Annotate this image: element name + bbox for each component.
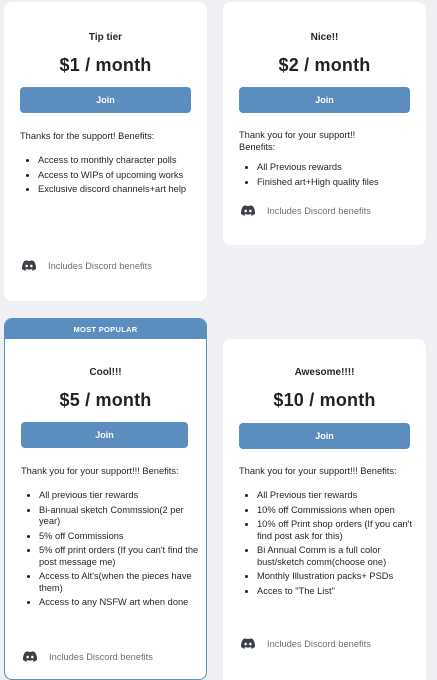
join-button[interactable]: Join xyxy=(239,87,410,113)
tier-price: $5 / month xyxy=(59,390,152,410)
benefit-item: • Access to Alt's(when the pieces have them) xyxy=(39,571,204,594)
tier-description: Thanks for the support! Benefits: xyxy=(20,131,155,141)
benefit-item: • 10% off Print shop orders (If you can't find post ask for this) xyxy=(257,519,425,542)
discord-benefits-label: Includes Discord benefits xyxy=(49,651,153,662)
tier-name: Awesome!!!! xyxy=(294,367,355,378)
tier-card-1 xyxy=(4,2,207,301)
discord-icon xyxy=(241,638,255,649)
tier-name: Nice!! xyxy=(310,32,339,43)
benefit-item: • Acces to "The List" xyxy=(257,586,425,598)
discord-icon xyxy=(23,651,37,662)
tier-price: $10 / month xyxy=(273,390,376,410)
tier-card-3 xyxy=(4,318,207,680)
discord-icon xyxy=(22,260,36,271)
benefit-item: • 5% off print orders (If you can't find the post message me) xyxy=(39,545,204,568)
join-button[interactable]: Join xyxy=(21,422,188,448)
discord-benefits-label: Includes Discord benefits xyxy=(48,260,152,271)
benefit-item: • 5% off Commissions xyxy=(39,531,204,543)
benefit-item: • Access to monthly character polls xyxy=(38,155,200,167)
benefit-item: • Finished art+High quality files xyxy=(257,177,427,189)
benefit-item: • All previous tier rewards xyxy=(39,490,204,502)
most-popular-badge: MOST POPULAR xyxy=(5,319,206,339)
discord-benefits-label: Includes Discord benefits xyxy=(267,205,371,216)
tier-card-2 xyxy=(223,2,426,245)
discord-benefits-row xyxy=(23,651,153,662)
tier-description: Thank you for your support!!! Benefits: xyxy=(21,466,179,476)
join-button[interactable]: Join xyxy=(239,423,410,449)
benefit-item: • All Previous rewards xyxy=(257,162,427,174)
tier-card-4 xyxy=(223,339,426,680)
discord-benefits-label: Includes Discord benefits xyxy=(267,638,371,649)
benefit-item: • Monthly Illustration packs+ PSDs xyxy=(257,571,425,583)
benefit-item: • 10% off Commissions when open xyxy=(257,505,425,517)
discord-benefits-row xyxy=(241,638,371,649)
discord-icon xyxy=(241,205,255,216)
tier-description: Thank you for your support!!! Benefits: xyxy=(239,466,397,476)
benefit-item: • All Previous tier rewards xyxy=(257,490,425,502)
benefits-list xyxy=(21,490,204,612)
benefit-item: • Bi-annual sketch Commssion(2 per year) xyxy=(39,505,204,528)
benefits-list xyxy=(239,162,427,191)
tier-price: $1 / month xyxy=(59,55,152,75)
tier-name: Tip tier xyxy=(88,32,123,43)
benefit-item: • Access to WIPs of upcoming works xyxy=(38,170,200,182)
discord-benefits-row xyxy=(22,260,152,271)
benefit-item: • Bi Annual Comm is a full color bust/sketch comm(choose one) xyxy=(257,545,425,568)
benefit-item: • Access to any NSFW art when done xyxy=(39,597,204,609)
tier-description: Thank you for your support!! Benefits: xyxy=(239,130,356,152)
discord-benefits-row xyxy=(241,205,371,216)
benefit-item: • Exclusive discord channels+art help xyxy=(38,184,200,196)
join-button[interactable]: Join xyxy=(20,87,191,113)
benefits-list xyxy=(20,155,200,199)
tier-price: $2 / month xyxy=(278,55,371,75)
benefits-list xyxy=(239,490,425,600)
tier-name: Cool!!! xyxy=(89,367,122,378)
